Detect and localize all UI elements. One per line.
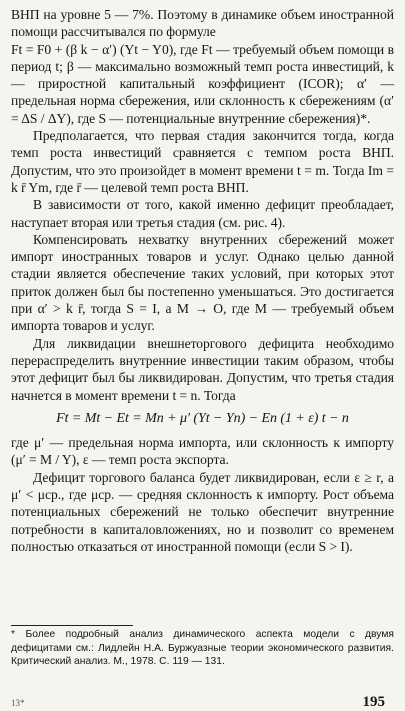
- paragraph-2: Предполагается, что первая стадия закончится тогда, когда темп роста инвестиций сравняется с темпом роста ВНП. Допустим, что это произойдет в момент времени t = m. Тогда Im = k r̄ Ym, где r̄ — целевой темп роста ВНП.: [11, 128, 394, 195]
- paragraph-6: где μ′ — предельная норма импорта, или склонность к импорту (μ′ = M / Y), ε — темп роста экспорта.: [11, 435, 394, 468]
- display-formula: Ft = Mt − Et = Mn + μ′ (Yt − Yn) − En (1 + ε) t − n: [56, 410, 349, 426]
- signature-mark: 13*: [11, 698, 25, 708]
- body-text: [11, 6, 394, 555]
- paragraph-7: Дефицит торгового баланса будет ликвидирован, если ε ≥ r, а μ′ < μср., где μср. — средняя склонность к импорту. Рост объема потенциальных сбережений не только обеспечит внутренние потребности в капиталовложениях, но и позволит со временем полностью отказаться от иностранной помощи (если S > I).: [11, 469, 394, 554]
- paragraph-3: В зависимости от того, какой именно дефицит преобладает, наступает вторая или третья стадия (см. рис. 4).: [11, 197, 394, 230]
- paragraph-4: Компенсировать нехватку внутренних сбережений может импорт иностранных товаров и услуг. Однако целью данной стадии является обеспечение таких условий, при которых этот приток должен был бы постепенно уменьшаться. Это достигается при α′ > k r̄, тогда S = I, а M → O, где M — требуемый объем импорта товаров и услуг.: [11, 231, 394, 334]
- paragraph-5: Для ликвидации внешнеторгового дефицита необходимо перераспределить внутренние инвестиции таким образом, чтобы этот дефицит был бы ликвидирован. Допустим, что третья стадия начнется в момент времени t = n. Тогда: [11, 335, 394, 403]
- footnote: * Более подробный анализ динамического аспекта модели с двумя дефицитами см.: Лидлейн Н.А. Буржуазные теории экономического развития. Критический анализ. М., 1978. С. 119 — 131.: [11, 629, 394, 667]
- paragraph-1: ВНП на уровне 5 — 7%. Поэтому в динамике объем иностранной помощи рассчитывался по формуле: [11, 7, 394, 40]
- page-number: 195: [362, 694, 385, 710]
- footnote-divider: [11, 625, 133, 626]
- paragraph-1-formula-text: Ft = F0 + (β k − α′) (Yt − Y0), где Ft — требуемый объем помощи в период t; β — максимально возможный темп роста инвестиций, k — приростной капитальный коэффициент (ICOR); α′ — предельная норма сбережения, или склонность к сбережениям (α′ = ΔS / ΔY), где S — потенциальные внутренние сбережения)*.: [11, 41, 394, 126]
